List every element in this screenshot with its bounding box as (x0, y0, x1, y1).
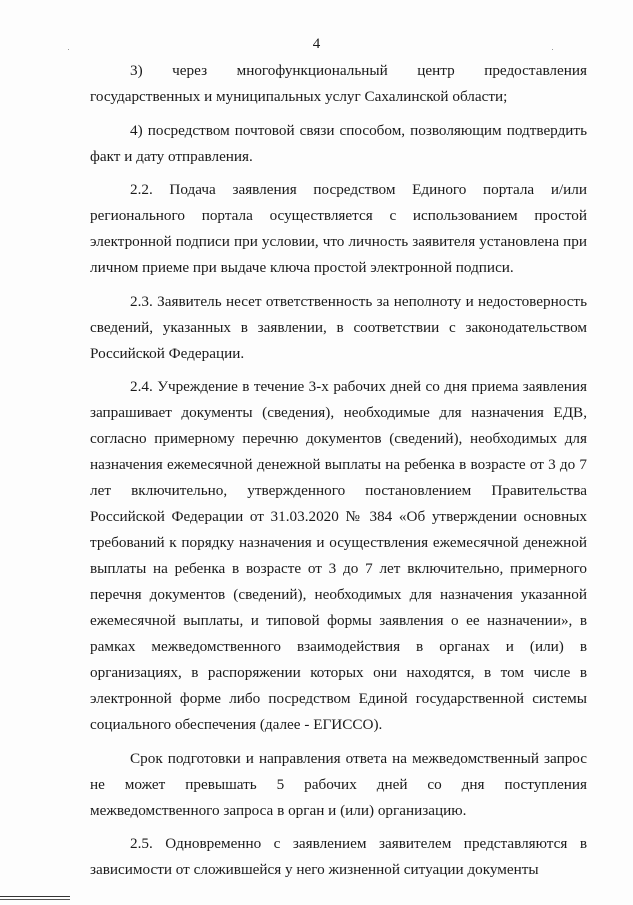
paragraph-clause-2-3: 2.3. Заявитель несет ответственность за неполноту и недостоверность сведений, указанных в заявлении, в соответствии с законодательством Российской Федерации. (90, 292, 587, 362)
paragraph-clause-2-4-deadline: Срок подготовки и направления ответа на межведомственный запрос не может превышать 5 рабочих дней со дня поступления межведомственного запроса в орган и (или) организацию. (90, 749, 587, 819)
paragraph-item-3-line-1: 3) через многофункциональный центр предоставления (130, 62, 587, 79)
paragraph-clause-2-5: 2.5. Одновременно с заявлением заявителем представляются в зависимости от сложившейся у него жизненной ситуации документы (90, 835, 587, 878)
paragraph-item-3 (90, 58, 587, 110)
paragraph-clause-2-2: 2.2. Подача заявления посредством Единого портала и/или регионального портала осуществляется с использованием простой электронной подписи при условии, что личность заявителя установлена при личном приеме при выдаче ключа простой электронной подписи. (90, 181, 587, 276)
paragraph-clause-2-4: 2.4. Учреждение в течение 3-х рабочих дней со дня приема заявления запрашивает документы (сведения), необходимые для назначения ЕДВ, согласно примерному перечню документов (сведений), необходимых для назначения ежемесячной денежной выплаты на ребенка в возрасте от 3 до 7 лет включительно, утвержденного постановлением Правительства Российской Федерации от 31.03.2020 № 384 «Об утверждении основных требований к порядку назначения и осуществления ежемесячной денежной выплаты на ребенка в возрасте от 3 до 7 лет включительно, примерного перечня документов (сведений), необходимых для назначения указанной ежемесячной выплаты, и типовой формы заявления о ее назначении», в рамках межведомственного взаимодействия в органах и (или) в организациях, в распоряжении которых они находятся, в том числе в электронной форме либо посредством Единой государственной системы социального обеспечения (далее - ЕГИССО). (90, 378, 587, 733)
scan-edge-line (0, 896, 70, 897)
paragraph-item-4: 4) посредством почтовой связи способом, позволяющим подтвердить факт и дату отправления. (90, 121, 587, 165)
scan-edge-line-secondary (0, 899, 70, 900)
document-body (90, 58, 587, 891)
scan-speck (68, 49, 69, 50)
paragraph-item-3-line-2: государственных и муниципальных услуг Сахалинской области; (90, 88, 508, 105)
page-number: 4 (312, 36, 321, 52)
scan-speck (552, 49, 553, 50)
